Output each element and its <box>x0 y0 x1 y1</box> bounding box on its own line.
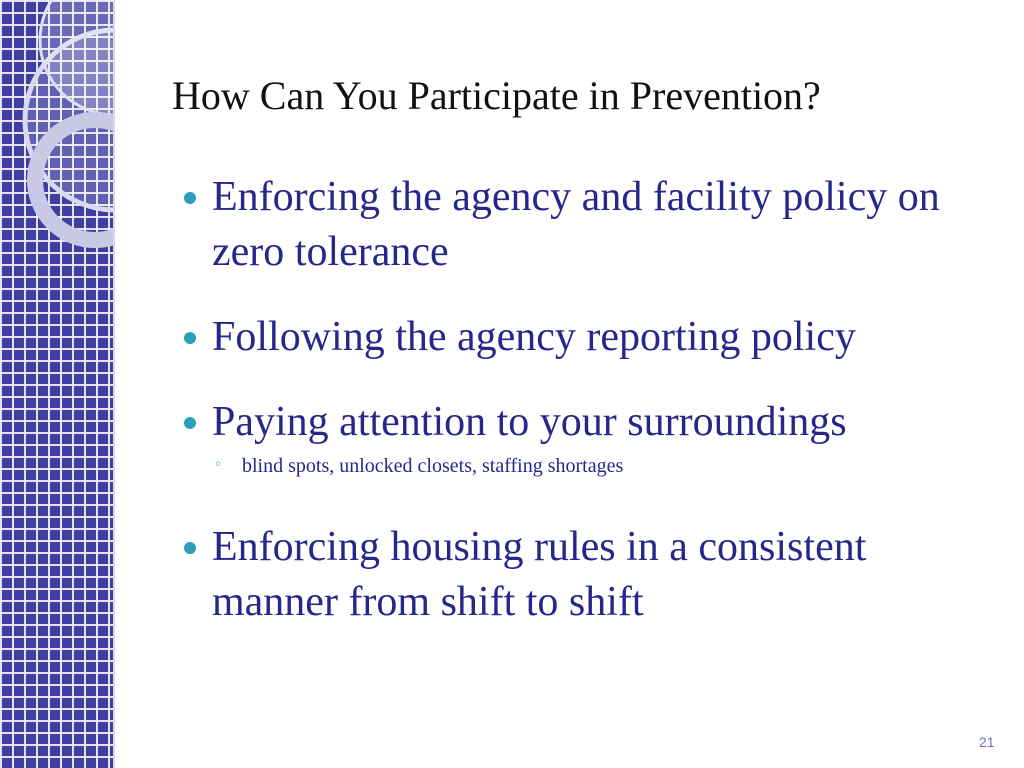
bullet-text: Enforcing the agency and facility policy on zero tolerance <box>212 174 940 275</box>
bullet-item <box>182 520 972 630</box>
bullet-icon <box>184 332 196 344</box>
sidebar-divider <box>113 0 115 768</box>
bullet-icon <box>184 417 196 429</box>
bullet-text: Following the agency reporting policy <box>212 314 856 360</box>
sub-bullet-icon: ◦ <box>214 457 223 473</box>
decorative-circles <box>0 0 113 768</box>
decorative-sidebar <box>0 0 113 768</box>
sub-bullet-item <box>212 452 972 480</box>
sub-bullet-text: blind spots, unlocked closets, staffing shortages <box>242 455 624 477</box>
bullet-icon <box>184 192 196 204</box>
bullet-item <box>182 395 972 480</box>
bullet-list <box>182 170 972 630</box>
bullet-text: Paying attention to your surroundings <box>212 399 847 445</box>
bullet-icon <box>184 542 196 554</box>
page-number: 21 <box>979 734 995 750</box>
slide-title: How Can You Participate in Prevention? <box>172 73 821 118</box>
bullet-item <box>182 310 972 365</box>
sub-bullet-list <box>212 452 972 480</box>
bullet-item <box>182 170 972 280</box>
bullet-text: Enforcing housing rules in a consistent manner from shift to shift <box>212 524 867 625</box>
